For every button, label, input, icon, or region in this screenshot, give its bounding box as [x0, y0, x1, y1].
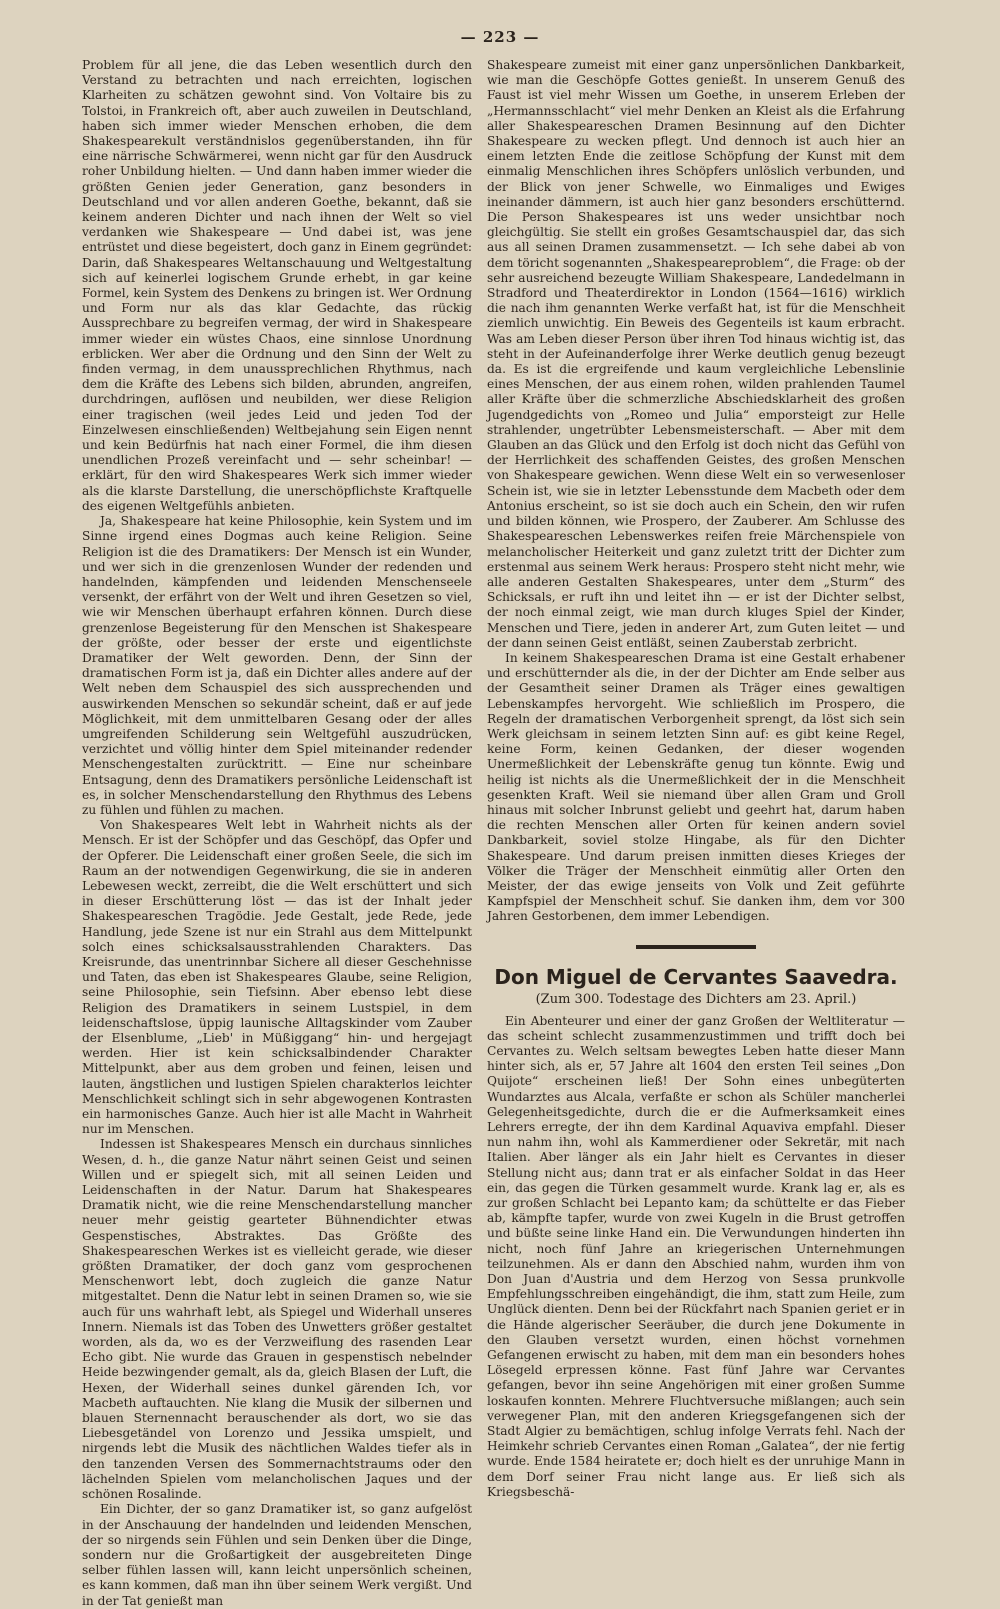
- left-paragraph: Von Shakespeares Welt lebt in Wahrheit nichts als der Mensch. Er ist der Schöpfer und das Geschöpf, das Opfer und der Opferer. Die Leidenschaft einer großen Seele, die sich im Raum an der notwendigen Gegenwirkung, die sie in anderen Lebewesen weckt, zerreibt, die die Welt erschüttert und sich in dieser Erschütterung löst — das ist der Inhalt jeder Shakespeareschen Tragödie. Jede Gestalt, jede Rede, jede Handlung, jede Szene ist nur ein Strahl aus dem Mittelpunkt solch eines schicksalsausstrahlenden Charakters. Das Kreisrunde, das unentrinnbar Sichere all dieser Geschehnisse und Taten, das eben ist Shakespeares Glaube, seine Religion, seine Philosophie, sein Tiefsinn. Aber ebenso lebt diese Religion des Dramatikers in seinem Lustspiel, in dem leidenschaftslose, üppig launische Alltagskinder vom Zauber der Elsenblume, „Lieb' in Müßiggang“ hin- und hergejagt werden. Hier ist kein schicksalbindender Charakter Mittelpunkt, aber aus dem groben und feinen, leisen und lauten, ängstlichen und lustigen Spielen charakterlos leichter Menschlichkeit schlingt sich in sehr abgewogenen Kontrasten ein harmonisches Ganze. Auch hier ist alle Macht in Wahrheit nur im Menschen.: [82, 818, 472, 1137]
- section-divider: [636, 945, 756, 949]
- page-number: — 223 —: [460, 28, 540, 46]
- left-paragraph: Indessen ist Shakespeares Mensch ein durchaus sinnliches Wesen, d. h., die ganze Natur nährt seinen Geist und seinen Willen und er spiegelt sich, mit all seinen Leiden und Leidenschaften in der Natur. Darum hat Shakespeares Dramatik nicht, wie die reine Menschendarstellung mancher neuer mehr geistig gearteter Bühnendichter etwas Gespenstisches, Abstraktes. Das Größte des Shakespeareschen Werkes ist es vielleicht gerade, wie dieser größten Dramatiker, der doch ganz vom gesprochenen Menschenwort lebt, doch zugleich die ganze Natur mitgestaltet. Denn die Natur lebt in seinen Dramen so, wie sie auch für uns wahrhaft lebt, als Spiegel und Widerhall unseres Innern. Niemals ist das Toben des Unwetters größer gestaltet worden, als da, wo es der Verzweiflung des rasenden Lear Echo gibt. Nie wurde das Grauen in gespenstisch nebelnder Heide bezwingender gemalt, als da, gleich Blasen der Luft, die Hexen, der Widerhall seines dunkel gärenden Ich, vor Macbeth auftauchten. Nie klang die Musik der silbernen und blauen Sternennacht berauschender als dort, wo sie das Liebesgetändel von Lorenzo und Jessika umspielt, und nirgends lebt die Musik des nächtlichen Waldes tiefer als in den tanzenden Versen des Sommernachtstraums oder den lächelnden Spielen vom melancholischen Jaques und der schönen Rosalinde.: [82, 1137, 472, 1502]
- left-column: [82, 58, 472, 1608]
- right-paragraph: In keinem Shakespeareschen Drama ist eine Gestalt erhabener und erschütternder als die, in der der Dichter am Ende selber aus der Gesamtheit seiner Dramen als Träger eines gewaltigen Lebenskampfes hervorgeht. Wie schließlich im Prospero, die Regeln der dramatischen Verborgenheit sprengt, da löst sich sein Werk gleichsam in seinem letzten Sinn auf: es gibt keine Regel, keine Form, keinen Gedanken, der dieser wogenden Unermeßlichkeit der Lebenskräfte genug tun könnte. Ewig und heilig ist nichts als die Unermeßlichkeit der in die Menschheit gesenkten Kraft. Weil sie niemand über allen Gram und Groll hinaus mit solcher Inbrunst geliebt und geehrt hat, darum haben die rechten Menschen aller Orten für keinen andern soviel Dankbarkeit, soviel stolze Hingabe, als für den Dichter Shakespeare. Und darum preisen inmitten dieses Krieges der Völker die Träger der Menschheit einmütig aller Orten den Meister, der das ewige jenseits von Volk und Zeit geführte Kampfspiel der Menschheit schuf. Sie danken ihm, dem vor 300 Jahren Gestorbenen, dem immer Lebendigen.: [487, 650, 905, 924]
- left-paragraph: Ein Dichter, der so ganz Dramatiker ist, so ganz aufgelöst in der Anschauung der handelnden und leidenden Menschen, der so nirgends sein Fühlen und sein Denken über die Dinge, sondern nur die Großartigkeit der ausgebreiteten Dinge selber fühlen lassen will, kann leicht unpersönlich scheinen, es kann kommen, daß man ihn über seinem Werk vergißt. Und in der Tat genießt man: [82, 1502, 472, 1608]
- article-paragraph: Ein Abenteurer und einer der ganz Großen der Weltliteratur — das scheint schlecht zusammenzustimmen und trifft doch bei Cervantes zu. Welch seltsam bewegtes Leben hatte dieser Mann hinter sich, als er, 57 Jahre alt 1604 den ersten Teil seines „Don Quijote“ erscheinen ließ! Der Sohn eines unbegüterten Wundarztes aus Alcala, verfaßte er schon als Schüler mancherlei Gelegenheitsgedichte, durch die er die Aufmerksamkeit eines Lehrers erregte, der ihn dem Kardinal Aquaviva empfahl. Dieser nun nahm ihn, wohl als Kammerdiener oder Sekretär, mit nach Italien. Aber länger als ein Jahr hielt es Cervantes in dieser Stellung nicht aus; dann trat er als einfacher Soldat in das Heer ein, das gegen die Türken gesammelt wurde. Krank lag er, als es zur großen Schlacht bei Lepanto kam; da schüttelte er das Fieber ab, kämpfte tapfer, wurde von zwei Kugeln in die Brust getroffen und büßte seine linke Hand ein. Die Verwundungen hinderten ihn nicht, noch fünf Jahre an kriegerischen Unternehmungen teilzunehmen. Als er dann den Abschied nahm, wurden ihm von Don Juan d'Austria und dem Herzog von Sessa prunkvolle Empfehlungsschreiben eingehändigt, die ihm, statt zum Heile, zum Unglück dienten. Denn bei der Rückfahrt nach Spanien geriet er in die Hände algerischer Seeräuber, die durch jene Dokumente in den Glauben versetzt wurden, einen höchst vornehmen Gefangenen erwischt zu haben, mit dem man ein besonders hohes Lösegeld erpressen könne. Fast fünf Jahre war Cervantes gefangen, bevor ihn seine Angehörigen mit einer großen Summe loskaufen konnten. Mehrere Fluchtversuche mißlangen; auch sein verwegener Plan, mit den anderen Kriegsgefangenen sich der Stadt Algier zu bemächtigen, schlug infolge Verrats fehl. Nach der Heimkehr schrieb Cervantes einen Roman „Galatea“, der nie fertig wurde. Ende 1584 heiratete er; doch hielt es der unruhige Mann in dem Dorf seiner Frau nicht lange aus. Er ließ sich als Kriegsbeschä-: [487, 1013, 905, 1499]
- right-paragraph: Shakespeare zumeist mit einer ganz unpersönlichen Dankbarkeit, wie man die Geschöpfe Gottes genießt. In unserem Genuß des Faust ist viel mehr Wissen um Goethe, in unserem Erleben der „Hermannsschlacht“ viel mehr Denken an Kleist als die Erfahrung aller Shakespeareschen Dramen Besinnung auf den Dichter Shakespeare zu wecken pflegt. Und dennoch ist auch hier an einem letzten Ende die zeitlose Schöpfung der Kunst mit dem einmalig Menschlichen ihres Schöpfers unlöslich verbunden, und der Blick von jener Schwelle, wo Einmaliges und Ewiges ineinander dämmern, ist auch hier ganz besonders erschütternd. Die Person Shakespeares ist uns weder unsichtbar noch gleichgültig. Sie stellt ein großes Gesamtschauspiel dar, das sich aus all seinen Dramen zusammensetzt. — Ich sehe dabei ab von dem töricht sogenannten „Shakespeareproblem“, die Frage: ob der sehr ausreichend bezeugte William Shakespeare, Landedelmann in Stradford und Theaterdirektor in London (1564—1616) wirklich die nach ihm genannten Werke verfaßt hat, ist für die Menschheit ziemlich unwichtig. Ein Beweis des Gegenteils ist kaum erbracht. Was am Leben dieser Person über ihren Tod hinaus wichtig ist, das steht in der Aufeinanderfolge ihrer Werke deutlich genug bezeugt da. Es ist die ergreifende und kaum vergleichliche Lebenslinie eines Menschen, der aus einem rohen, wilden prahlenden Taumel aller Kräfte über die schmerzliche Abschiedsklarheit des großen Jugendgedichts von „Romeo und Julia“ emporsteigt zur Helle strahlender, ungetrübter Lebensmeisterschaft. — Aber mit dem Glauben an das Glück und den Erfolg ist doch nicht das Gefühl von der Herrlichkeit des schaffenden Geistes, des großen Menschen von Shakespeare gewichen. Wenn diese Welt ein so verwesenloser Schein ist, wie sie in letzter Lebensstunde dem Macbeth oder dem Antonius erscheint, so ist sie doch auch ein Schein, den wir rufen und bilden können, wie Prospero, der Zauberer. Am Schlusse des Shakespeareschen Lebenswerkes reifen freie Märchenspiele von melancholischer Heiterkeit und ganz zuletzt tritt der Dichter zum erstenmal aus seinem Werk heraus: Prospero steht nicht mehr, wie alle anderen Gestalten Shakespeares, unter dem „Sturm“ des Schicksals, er ruft ihn und leitet ihn — er ist der Dichter selbst, der noch einmal zeigt, wie man durch kluges Spiel der Kinder, Menschen und Tiere, jeden in anderer Art, zum Guten leitet — und der dann seinen Geist entläßt, seinen Zauberstab zerbricht.: [487, 58, 905, 650]
- article-headline: Don Miguel de Cervantes Saavedra.: [494, 964, 898, 989]
- right-column: [487, 58, 905, 1499]
- left-paragraph: Ja, Shakespeare hat keine Philosophie, kein System und im Sinne irgend eines Dogmas auch keine Religion. Seine Religion ist die des Dramatikers: Der Mensch ist ein Wunder, und wer sich in die grenzenlosen Wunder der redenden und handelnden, kämpfenden und leidenden Menschenseele versenkt, der erfährt von der Welt und ihren Gesetzen so viel, wie wir Menschen überhaupt erfahren können. Durch diese grenzenlose Begeisterung für den Menschen ist Shakespeare der größte, oder besser der erste und eigentlichste Dramatiker der Welt geworden. Denn, der Sinn der dramatischen Form ist ja, daß ein Dichter alles andere auf der Welt neben dem Schauspiel des sich aussprechenden und auswirkenden Menschen so sekundär scheint, daß er auf jede Möglichkeit, mit dem unmittelbaren Gesang oder der alles umgreifenden Schilderung sein Weltgefühl auszudrücken, verzichtet und völlig hinter dem Spiel miteinander redender Menschengestalten zurücktritt. — Eine nur scheinbare Entsagung, denn des Dramatikers persönliche Leidenschaft ist es, in solcher Menschendarstellung den Rhythmus des Lebens zu fühlen und fühlen zu machen.: [82, 514, 472, 817]
- article-subheadline: (Zum 300. Todestage des Dichters am 23. April.): [535, 991, 857, 1007]
- left-paragraph: Problem für all jene, die das Leben wesentlich durch den Verstand zu betrachten und nach erreichten, logischen Klarheiten zu schätzen gewohnt sind. Von Voltaire bis zu Tolstoi, in Frankreich oft, aber auch zuweilen in Deutschland, haben sich immer wieder Menschen erhoben, die dem Shakespearekult verständnislos gegenüberstanden, ihn für eine närrische Schwärmerei, wenn nicht gar für den Ausdruck roher Unbildung hielten. — Und dann haben immer wieder die größten Genien jeder Generation, ganz besonders in Deutschland und vor allen anderen Goethe, bekannt, daß sie keinem anderen Dichter und nach ihnen der Welt so viel verdanken wie Shakespeare — Und dabei ist, was jene entrüstet und diese begeistert, doch ganz in Einem gegründet: Darin, daß Shakespeares Weltanschauung und Weltgestaltung sich auf keinerlei logischem Grunde erhebt, in gar keine Formel, kein System des Denkens zu bringen ist. Wer Ordnung und Form nur als das klar Gedachte, das rückig Aussprechbare zu begreifen vermag, der wird in Shakespeare immer wieder ein wüstes Chaos, eine sinnlose Unordnung erblicken. Wer aber die Ordnung und den Sinn der Welt zu finden vermag, in dem unaussprechlichen Rhythmus, nach dem die Kräfte des Lebens sich bilden, abrunden, angreifen, durchdringen, auflösen und neubilden, wer diese Religion einer tragischen (weil jedes Leid und jeden Tod der Einzelwesen einschließenden) Weltbejahung sein Eigen nennt und kein Bedürfnis hat nach einer Formel, die ihm diesen unendlichen Prozeß vereinfacht und — sehr scheinbar! — erklärt, für den wird Shakespeares Werk sich immer wieder als die klarste Darstellung, die unerschöpflichste Kraftquelle des eigenen Weltgefühls anbieten.: [82, 58, 472, 513]
